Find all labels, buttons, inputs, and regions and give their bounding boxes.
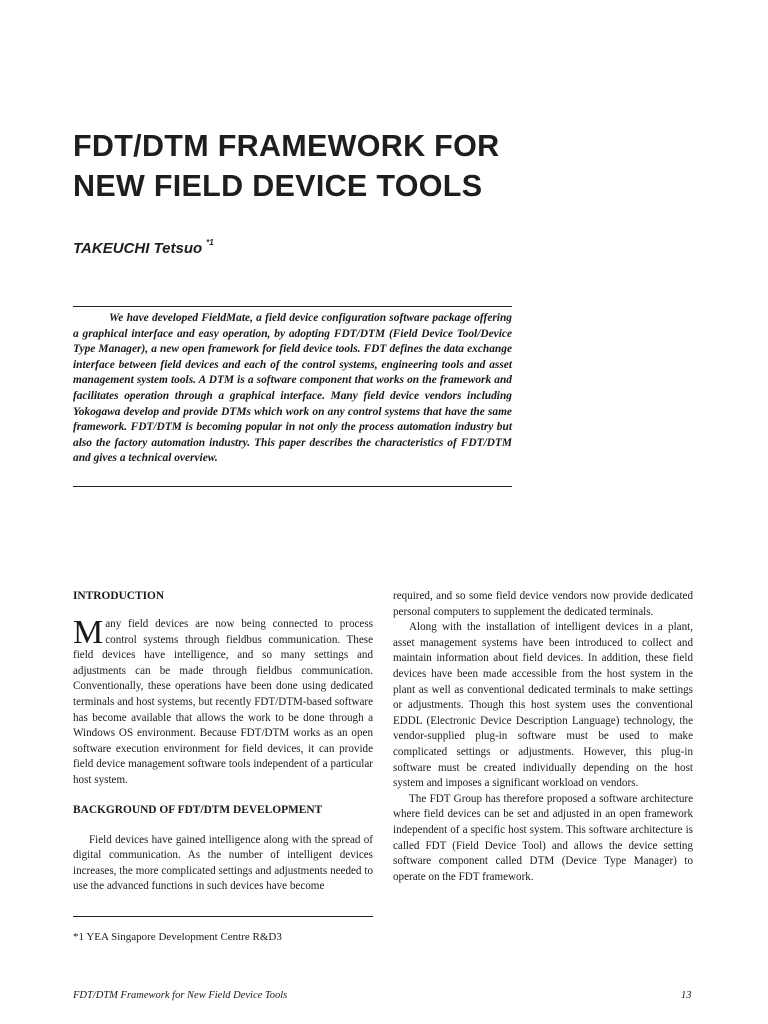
drop-cap: M <box>73 614 104 651</box>
abstract-bottom-rule <box>73 486 512 487</box>
footnote-rule <box>73 916 373 917</box>
right-column <box>393 589 693 885</box>
abstract-text: We have developed FieldMate, a field device configuration software package offering a graphical interface and easy operation, by adopting FDT/DTM (Field Device Tool/Device Type Manager), a new open framework for field device tools. FDT defines the data exchange interface between field devices and each of the control systems, engineering tools and asset management system tools. A DTM is a software component that works on the framework and facilitates operation through a graphical interface. Many field device vendors including Yokogawa develop and provide DTMs which work on any control systems that have the same framework. FDT/DTM is becoming popular in not only the process automation industry but also the factory automation industry. This paper describes the characteristics of FDT/DTM and gives a technical overview. <box>73 312 512 465</box>
background-continued-paragraph: required, and so some field device vendors now provide dedicated personal computers to supplement the dedicated terminals. <box>393 590 693 618</box>
running-footer-title: FDT/DTM Framework for New Field Device Tools <box>73 990 288 1001</box>
introduction-heading: INTRODUCTION <box>73 590 165 602</box>
background-paragraph: Field devices have gained intelligence along with the spread of digital communication. As the number of intelligent devices increases, the more complicated settings and adjustments needed to use the advanced functions in such devices have become <box>73 833 373 893</box>
paper-title <box>73 126 713 206</box>
introduction-text: any field devices are now being connected to process control systems through fieldbus communication. These field devices have intelligence, and so many settings and adjustments can be made through fieldbus communication. Conventionally, these operations have been done using dedicated terminals and host systems, but recently FDT/DTM-based software has become available that allows the work to be done through a Windows OS environment. Because FDT/DTM works as an open software execution environment for field devices, it can provide field device management software tools independent of a particular host system. <box>73 618 373 786</box>
introduction-paragraph <box>73 614 373 789</box>
author-footnote-mark: *1 <box>206 238 214 247</box>
page-number: 13 <box>681 990 692 1001</box>
fdt-group-paragraph: The FDT Group has therefore proposed a software architecture where field devices can be set and adjusted in an open framework independent of a specific host system. This software architecture is called FDT (Field Device Tool) and allows the device setting software component called DTM (Device Type Manager) to operate on the FDT framework. <box>393 792 693 883</box>
asset-management-paragraph: Along with the installation of intelligent devices in a plant, asset management systems have been introduced to collect and maintain information about field devices. In addition, these field devices have been made accessible from the host system in the plant as well as conventional dedicated terminals to make settings or adjustments. Though this host system uses the conventional EDDL (Electronic Device Description Language) technology, the vendor-supplied plug-in software must be used to make complicated settings or adjustments. However, this plug-in software must be created individually depending on the host system and imposes a significant workload on vendors. <box>393 621 693 790</box>
title-line-2: NEW FIELD DEVICE TOOLS <box>73 169 483 203</box>
footnote: *1 YEA Singapore Development Centre R&D3 <box>73 931 282 943</box>
title-line-1: FDT/DTM FRAMEWORK FOR <box>73 129 500 163</box>
author-line <box>73 240 214 257</box>
left-column <box>73 588 373 895</box>
abstract-top-rule <box>73 306 512 307</box>
background-heading: BACKGROUND OF FDT/DTM DEVELOPMENT <box>73 803 323 816</box>
author-name: TAKEUCHI Tetsuo <box>73 240 203 257</box>
